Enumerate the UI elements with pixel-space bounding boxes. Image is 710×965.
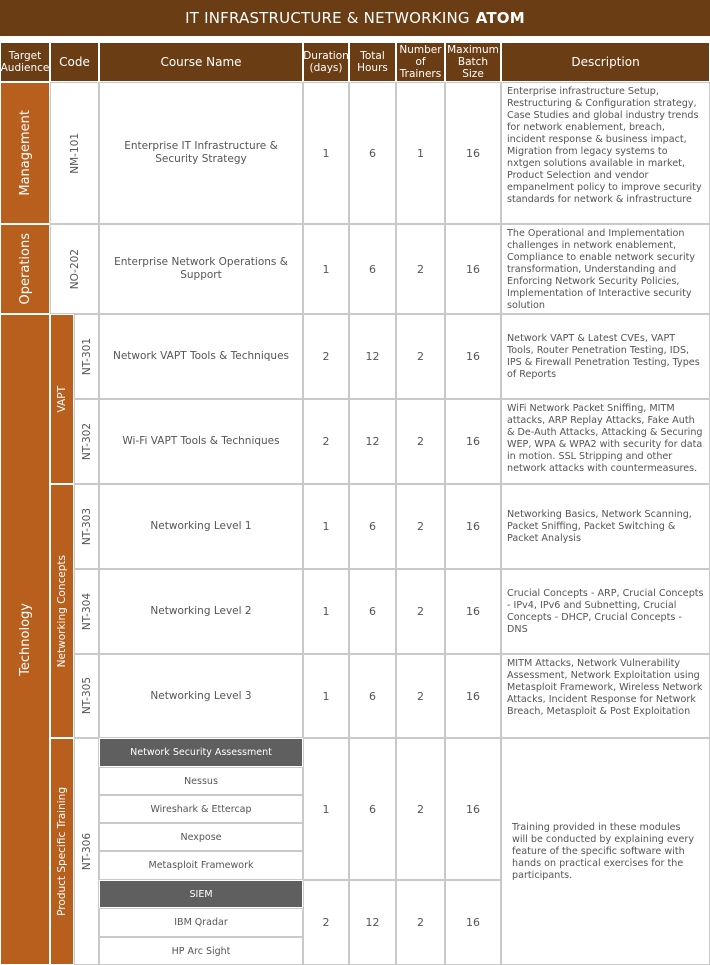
hours-value: 6 [349, 738, 396, 880]
batch-value: 16 [445, 654, 501, 738]
batch-value: 16 [445, 484, 501, 569]
module-header-siem: SIEM [99, 880, 303, 908]
hours-value: 6 [349, 82, 396, 224]
duration-value: 2 [303, 399, 349, 484]
course-name: Networking Level 1 [99, 484, 303, 569]
course-name: Network VAPT Tools & Techniques [99, 314, 303, 399]
header-trainers: Number of Trainers [396, 42, 445, 82]
description-text: WiFi Network Packet Sniffing, MITM attacks, ARP Replay Attacks, Fake Auth & De-Auth Attacks, Attacking & Securing WEP, WPA & WPA2 with security for data in motion. SSL Stripping and other network attacks with countermeasures. [501, 399, 710, 484]
module-item: IBM Qradar [99, 908, 303, 937]
header-course-name: Course Name [99, 42, 303, 82]
duration-value: 2 [303, 314, 349, 399]
trainers-value: 2 [396, 880, 445, 965]
header-total-hours: Total Hours [349, 42, 396, 82]
batch-value: 16 [445, 738, 501, 880]
trainers-value: 1 [396, 82, 445, 224]
trainers-value: 2 [396, 314, 445, 399]
description-text: MITM Attacks, Network Vulnerability Assessment, Network Exploitation using Metasploit Framework, Wireless Network Attacks, Incident Response for Network Breach, Metasploit & Post Exploitation [501, 654, 710, 738]
description-text: The Operational and Implementation challenges in network enablement, Compliance to enable network security transformation, Understanding and Enforcing Network Security Policies, Implementation of Interactive security solution [501, 224, 710, 314]
subgroup-vapt: VAPT [50, 314, 74, 484]
hours-value: 6 [349, 484, 396, 569]
header-description: Description [501, 42, 710, 82]
header-code: Code [50, 42, 99, 82]
title-brand: ATOM [475, 9, 525, 27]
trainers-value: 2 [396, 224, 445, 314]
trainers-value: 2 [396, 399, 445, 484]
hours-value: 6 [349, 654, 396, 738]
description-text: Training provided in these modules will be conducted by explaining every feature of the specific software with hands on practical exercises for the participants. [501, 738, 710, 965]
page-title [0, 0, 710, 36]
course-name: Enterprise Network Operations & Support [99, 224, 303, 314]
batch-value: 16 [445, 880, 501, 965]
course-name: Networking Level 3 [99, 654, 303, 738]
batch-value: 16 [445, 569, 501, 654]
module-item: HP Arc Sight [99, 937, 303, 965]
subgroup-networking: Networking Concepts [50, 484, 74, 738]
hours-value: 12 [349, 880, 396, 965]
trainers-value: 2 [396, 738, 445, 880]
code-nt306: NT-306 [74, 738, 99, 965]
course-name: Enterprise IT Infrastructure & Security Strategy [99, 82, 303, 224]
module-item: Metasploit Framework [99, 851, 303, 880]
course-name: Networking Level 2 [99, 569, 303, 654]
code-nt301: NT-301 [74, 314, 99, 399]
duration-value: 1 [303, 569, 349, 654]
batch-value: 16 [445, 224, 501, 314]
batch-value: 16 [445, 399, 501, 484]
audience-technology: Technology [0, 314, 50, 965]
batch-value: 16 [445, 82, 501, 224]
code-nt304: NT-304 [74, 569, 99, 654]
duration-value: 2 [303, 880, 349, 965]
description-text: Crucial Concepts - ARP, Crucial Concepts - IPv4, IPv6 and Subnetting, Crucial Concepts - DHCP, Crucial Concepts - DNS [501, 569, 710, 654]
course-name: Wi-Fi VAPT Tools & Techniques [99, 399, 303, 484]
batch-value: 16 [445, 314, 501, 399]
module-header-nsa: Network Security Assessment [99, 738, 303, 767]
description-text: Enterprise infrastructure Setup, Restructuring & Configuration strategy, Case Studies and global industry trends for network enablement, breach, incident response & business impact, Migration from legacy systems to nxtgen solutions available in market, Product Selection and vendor empanelment policy to improve security standards for network & infrastructure [501, 82, 710, 224]
duration-value: 1 [303, 738, 349, 880]
header-duration: Duration (days) [303, 42, 349, 82]
hours-value: 12 [349, 314, 396, 399]
audience-management: Management [0, 82, 50, 224]
code-no202: NO-202 [50, 224, 99, 314]
module-item: Nessus [99, 767, 303, 795]
header-batch-size: Maximum Batch Size [445, 42, 501, 82]
module-item: Wireshark & Ettercap [99, 795, 303, 823]
description-text: Networking Basics, Network Scanning, Packet Sniffing, Packet Switching & Packet Analysis [501, 484, 710, 569]
audience-operations: Operations [0, 224, 50, 314]
code-nt302: NT-302 [74, 399, 99, 484]
code-nm101: NM-101 [50, 82, 99, 224]
trainers-value: 2 [396, 654, 445, 738]
hours-value: 6 [349, 224, 396, 314]
description-text: Network VAPT & Latest CVEs, VAPT Tools, Router Penetration Testing, IDS, IPS & Firewall Penetration Testing, Types of Reports [501, 314, 710, 399]
duration-value: 1 [303, 82, 349, 224]
trainers-value: 2 [396, 569, 445, 654]
duration-value: 1 [303, 654, 349, 738]
duration-value: 1 [303, 224, 349, 314]
code-nt305: NT-305 [74, 654, 99, 738]
subgroup-product: Product Specific Training [50, 738, 74, 965]
duration-value: 1 [303, 484, 349, 569]
trainers-value: 2 [396, 484, 445, 569]
hours-value: 6 [349, 569, 396, 654]
hours-value: 12 [349, 399, 396, 484]
title-main: IT INFRASTRUCTURE & NETWORKING [185, 9, 470, 27]
code-nt303: NT-303 [74, 484, 99, 569]
module-item: Nexpose [99, 823, 303, 851]
header-audience: Target Audience [0, 42, 50, 82]
